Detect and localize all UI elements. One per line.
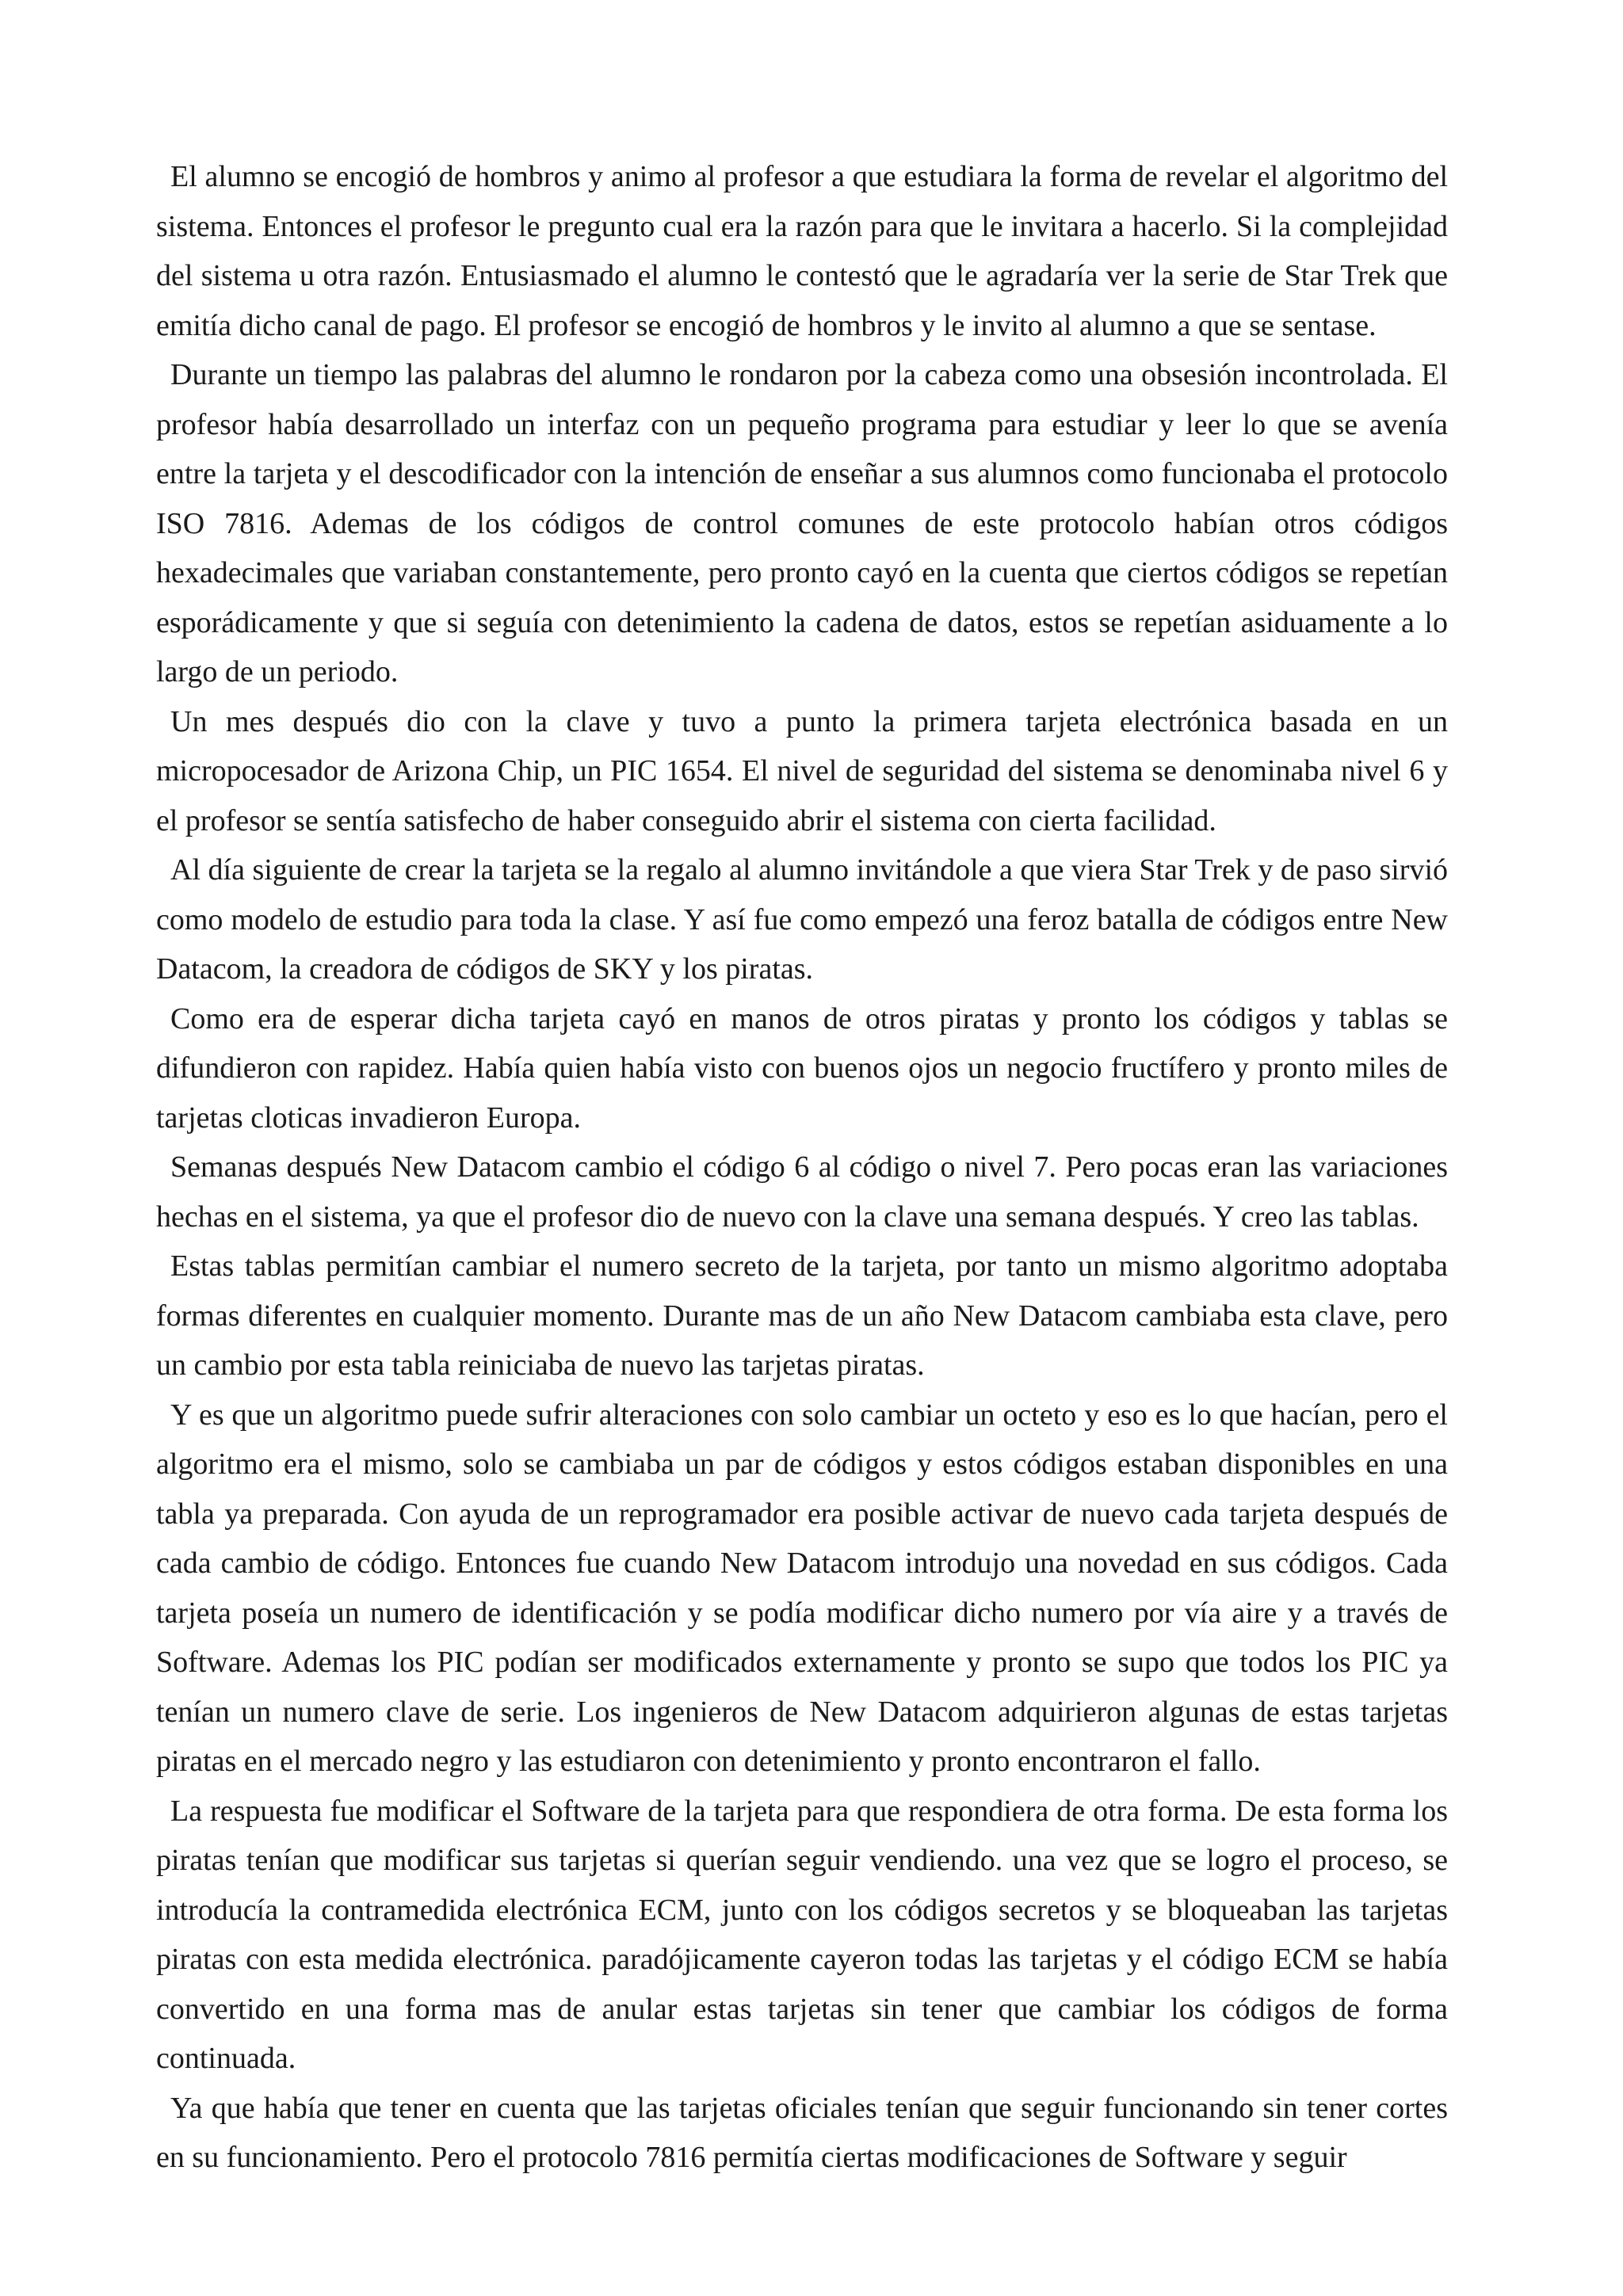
paragraph-3: Un mes después dio con la clave y tuvo a punto la primera tarjeta electrónica basada en un micropocesador de Arizona Chip, un PIC 1654. El nivel de seguridad del sistema se denominaba nivel 6 y el profesor se sentía satisfecho de haber conseguido abrir el sistema con cierta facilidad. <box>156 704 1448 837</box>
paragraph-5: Como era de esperar dicha tarjeta cayó en manos de otros piratas y pronto los códigos y tablas se difundieron con rapidez. Había quien había visto con buenos ojos un negocio fructífero y pronto miles de tarjetas cloticas invadieron Europa. <box>156 1001 1448 1135</box>
paragraph-10: Ya que había que tener en cuenta que las tarjetas oficiales tenían que seguir funcionando sin tener cortes en su funcionamiento. Pero el protocolo 7816 permitía ciertas modificaciones de Software y seguir <box>156 2091 1448 2174</box>
document-body <box>156 152 1448 2183</box>
paragraph-6: Semanas después New Datacom cambio el código 6 al código o nivel 7. Pero pocas eran las variaciones hechas en el sistema, ya que el profesor dio de nuevo con la clave una semana después. Y creo las tablas. <box>156 1150 1448 1234</box>
paragraph-8: Y es que un algoritmo puede sufrir alteraciones con solo cambiar un octeto y eso es lo que hacían, pero el algoritmo era el mismo, solo se cambiaba un par de códigos y estos códigos estaban disponibles en una tabla ya preparada. Con ayuda de un reprogramador era posible activar de nuevo cada tarjeta después de cada cambio de código. Entonces fue cuando New Datacom introdujo una novedad en sus códigos. Cada tarjeta poseía un numero de identificación y se podía modificar dicho numero por vía aire y a través de Software. Ademas los PIC podían ser modificados externamente y pronto se supo que todos los PIC ya tenían un numero clave de serie. Los ingenieros de New Datacom adquirieron algunas de estas tarjetas piratas en el mercado negro y las estudiaron con detenimiento y pronto encontraron el fallo. <box>156 1398 1448 1778</box>
paragraph-2: Durante un tiempo las palabras del alumno le rondaron por la cabeza como una obsesión incontrolada. El profesor había desarrollado un interfaz con un pequeño programa para estudiar y leer lo que se avenía entre la tarjeta y el descodificador con la intención de enseñar a sus alumnos como funcionaba el protocolo ISO 7816. Ademas de los códigos de control comunes de este protocolo habían otros códigos hexadecimales que variaban constantemente, pero pronto cayó en la cuenta que ciertos códigos se repetían esporádicamente y que si seguía con detenimiento la cadena de datos, estos se repetían asiduamente a lo largo de un periodo. <box>156 358 1448 688</box>
paragraph-9: La respuesta fue modificar el Software de la tarjeta para que respondiera de otra forma. De esta forma los piratas tenían que modificar sus tarjetas si querían seguir vendiendo. una vez que se logro el proceso, se introducía la contramedida electrónica ECM, junto con los códigos secretos y se bloqueaban las tarjetas piratas con esta medida electrónica. paradójicamente cayeron todas las tarjetas y el código ECM se había convertido en una forma mas de anular estas tarjetas sin tener que cambiar los códigos de forma continuada. <box>156 1794 1448 2075</box>
paragraph-1: El alumno se encogió de hombros y animo al profesor a que estudiara la forma de revelar el algoritmo del sistema. Entonces el profesor le pregunto cual era la razón para que le invitara a hacerlo. Si la complejidad del sistema u otra razón. Entusiasmado el alumno le contestó que le agradaría ver la serie de Star Trek que emitía dicho canal de pago. El profesor se encogió de hombros y le invito al alumno a que se sentase. <box>156 160 1448 342</box>
paragraph-4: Al día siguiente de crear la tarjeta se la regalo al alumno invitándole a que viera Star Trek y de paso sirvió como modelo de estudio para toda la clase. Y así fue como empezó una feroz batalla de códigos entre New Datacom, la creadora de códigos de SKY y los piratas. <box>156 853 1448 986</box>
paragraph-7: Estas tablas permitían cambiar el numero secreto de la tarjeta, por tanto un mismo algoritmo adoptaba formas diferentes en cualquier momento. Durante mas de un año New Datacom cambiaba esta clave, pero un cambio por esta tabla reiniciaba de nuevo las tarjetas piratas. <box>156 1249 1448 1382</box>
